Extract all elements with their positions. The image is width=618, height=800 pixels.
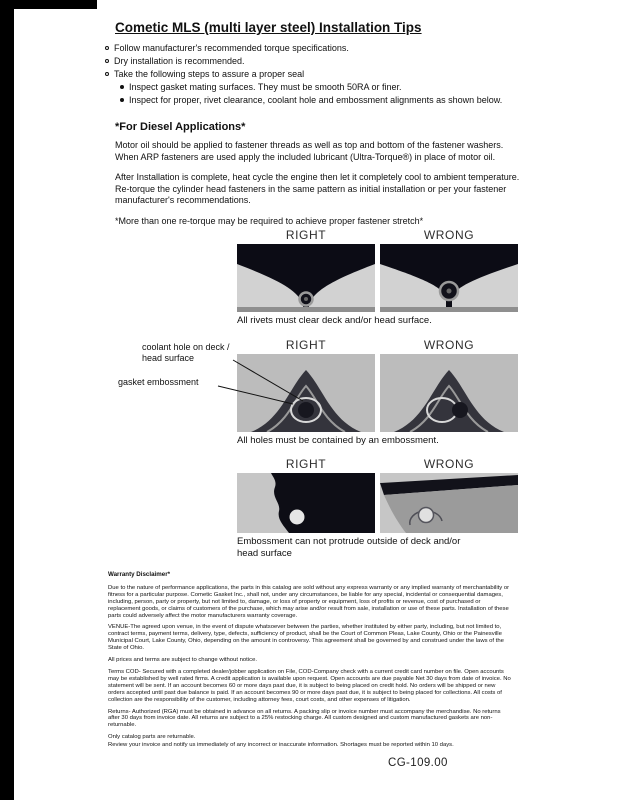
diesel-paragraph-1: Motor oil should be applied to fastener threads as well as top and bottom of the fastener washers. When ARP fasteners are used apply the included lubricant (Ultra-Torque®) in place of motor oil.	[115, 140, 504, 162]
figure2-caption: All holes must be contained by an embossment.	[237, 434, 439, 446]
fig3-wrong-label: WRONG	[423, 457, 475, 471]
main-text-column	[103, 20, 523, 236]
fig3-right-image	[237, 473, 375, 533]
fig3-right-label: RIGHT	[285, 457, 327, 471]
figure3-caption: Embossment can not protrude outside of deck and/or head surface	[237, 536, 461, 559]
scan-edge-top	[0, 0, 97, 9]
legal-paragraph: All prices and terms are subject to change without notice.	[108, 657, 257, 664]
tip-item	[103, 42, 523, 55]
page-title: Cometic MLS (multi layer steel) Installation Tips	[115, 20, 422, 35]
sub-tip-item	[103, 94, 523, 107]
scan-edge-left	[0, 0, 14, 800]
bullet-circle-icon	[105, 46, 109, 50]
figure3-images	[237, 473, 518, 533]
fig3-wrong-image	[380, 473, 518, 533]
diesel-paragraph-2: After Installation is complete, heat cycle the engine then let it completely cool to ambient temperature. Re-torque the cylinder head fasteners in the same pattern as initial installation or per your fastener manufacturer's recommendations.	[115, 172, 520, 205]
coolant-hole-icon	[452, 402, 468, 418]
sub-tip-text: Inspect gasket mating surfaces. They must be smooth 50RA or finer.	[129, 82, 402, 92]
warranty-disclaimer-heading: Warranty Disclaimer*	[108, 571, 171, 578]
leader-line-hole	[233, 360, 303, 401]
legal-paragraph: VENUE-The agreed upon venue, in the event of dispute whatsoever between the parties, whether instituted by either party, including, but not limited to, contract terms, payment terms, delivery, type, defects, sufficiency of product, shall be the Court of Common Pleas, Lake County, Ohio or the Painesville Municipal Court, Lake County, Ohio, depending on the amount in controversy. This agreement shall be governed by and construed under the laws of the State of Ohio.	[108, 624, 504, 652]
figure3-headers	[237, 457, 518, 471]
fig1-wrong-image	[380, 244, 518, 312]
fig1-right-label: RIGHT	[285, 228, 327, 242]
fig1-right-image	[237, 244, 375, 312]
sub-tip-text: Inspect for proper, rivet clearance, coolant hole and embossment alignments as shown below.	[129, 95, 503, 105]
figure2-annotations	[115, 341, 315, 413]
bullet-circle-icon	[105, 72, 109, 76]
fig2-right-label: RIGHT	[285, 337, 327, 352]
figure-embossment-protrusion	[237, 457, 518, 559]
bullet-dot-icon	[120, 98, 124, 102]
tip-text: Follow manufacturer's recommended torque specifications.	[114, 43, 349, 53]
coolant-hole-label: coolant hole on deck / head surface	[142, 342, 230, 363]
legal-paragraph: Review your invoice and notify us immediately of any incorrect or inaccurate information. Shortages must be reported within 10 days.	[108, 742, 454, 749]
tip-text: Dry installation is recommended.	[114, 56, 245, 66]
gasket-embossment-label: gasket embossment	[118, 377, 199, 387]
legal-paragraph: Terms COD- Secured with a completed dealer/jobber application on File, COD-Company check with a current credit card number on file. Open accounts may be established by well rated firms. A credit application is available upon request. Open accounts are due payable Net 30 days from date of invoice. No statement will be sent. If an account becomes 60 or more days past due, it is subject to being placed on credit hold. No orders will be shipped or new orders accepted until past due balance is paid. If an account becomes 90 or more days past due, it is subject to being placed for collections. All costs of collection are the responsibility of the customer, including attorney fees, court costs, and other expenses of litigation.	[108, 668, 511, 703]
figure1-headers	[237, 228, 518, 242]
tip-item	[103, 55, 523, 68]
sub-tip-item	[103, 81, 523, 94]
figure-rivet-clearance	[237, 228, 518, 327]
figure1-caption: All rivets must clear deck and/or head surface.	[237, 315, 432, 326]
bullet-circle-icon	[105, 59, 109, 63]
fig1-wrong-label: WRONG	[423, 228, 475, 242]
legal-paragraph: Due to the nature of performance applications, the parts in this catalog are sold without any express warranty or any implied warranty of merchantability or fitness for a particular purpose. Cometic Gasket Inc., shall not, under any circumstances, be liable for any special, incidental or consequential damages, including, person, party or property, but not limited to, damage, or loss of property or equipment, loss of profits or revenue, cost of purchased or replacement goods, or claims of customers of the purchase, which may arise and/or result from sale, installation or use of these parts. Installation of these parts could adversely affect the motor manufacturers warranty coverage.	[108, 584, 510, 619]
legal-paragraph: Only catalog parts are returnable.	[108, 734, 196, 741]
retorque-note: *More than one re-torque may be required to achieve proper fastener stretch*	[115, 215, 424, 226]
figure1-images	[237, 244, 518, 312]
coolant-hole-icon	[419, 508, 434, 523]
fig2-wrong-label: WRONG	[423, 337, 475, 352]
tip-text: Take the following steps to assure a proper seal	[114, 69, 305, 79]
diesel-applications-heading: *For Diesel Applications*	[115, 121, 246, 133]
legal-section	[108, 572, 512, 754]
fig2-wrong-image	[380, 354, 518, 432]
catalog-code: CG-109.00	[388, 757, 448, 769]
bullet-dot-icon	[120, 85, 124, 89]
legal-paragraph: Returns- Authorized (RGA) must be obtained in advance on all returns. A packing slip or invoice number must accompany the merchandise. No returns after 30 days from invoice date. All returns are subject to a 25% restocking charge. All custom designed and custom manufactured gaskets are non-returnable.	[108, 708, 501, 729]
coolant-hole-icon	[290, 510, 305, 525]
tip-item	[103, 68, 523, 81]
